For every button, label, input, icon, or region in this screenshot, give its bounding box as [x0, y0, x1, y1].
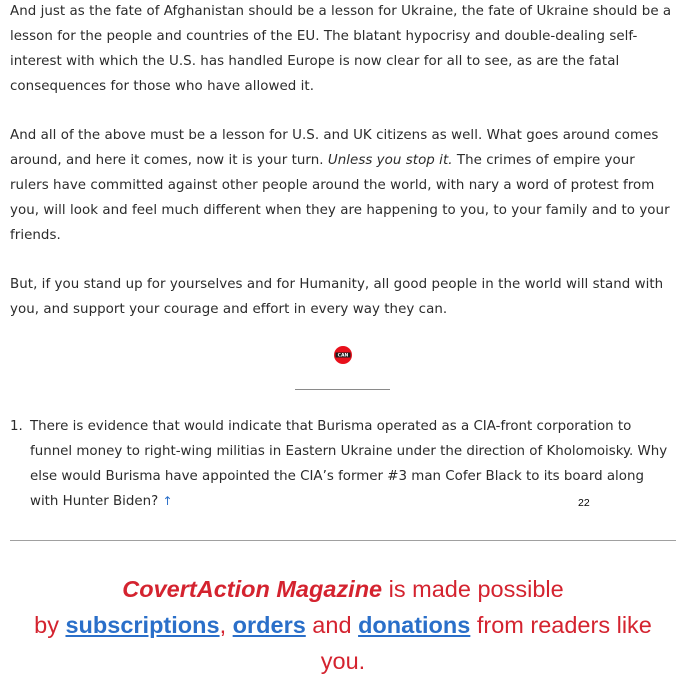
footnote-backref-arrow-icon[interactable]: ↑	[162, 494, 173, 508]
can-logo-icon	[334, 346, 352, 364]
subscriptions-link[interactable]: subscriptions	[65, 612, 220, 638]
paragraph-afghanistan-lesson: And just as the fate of Afghanistan should be a lesson for Ukraine, the fate of Ukraine should be a lesson for the people and countries of the EU. The blatant hypocrisy and double-dealing self- interest with which the U.S. has handled Europe is now clear for all to see, as are the fatal consequences for those who have allowed it.	[10, 4, 672, 94]
emphasis-text: Unless you stop it.	[327, 153, 453, 168]
footnote-number: 1.	[10, 419, 23, 434]
logo-text: CAN	[337, 353, 349, 359]
section-divider	[10, 540, 676, 541]
promo-text: by	[34, 612, 66, 638]
donations-link[interactable]: donations	[358, 612, 471, 638]
promo-text: and	[305, 612, 359, 638]
promo-text: ,	[219, 612, 233, 638]
orders-link[interactable]: orders	[232, 612, 306, 638]
magazine-name: CovertAction Magazine	[122, 576, 383, 602]
can-logo-graphic	[334, 346, 352, 364]
page-number: 22	[578, 497, 590, 509]
footnote-body: There is evidence that would indicate that Burisma operated as a CIA-front corporation to funnel money to right-wing militias in Eastern Ukraine under the direction of Kholomoisky. Why else would Burisma have appointed the CIA’s former #3 man Cofer Black to its board along with Hunter Biden?	[30, 419, 668, 509]
paragraph-us-uk-citizens	[10, 123, 672, 248]
paragraph-text: And all of the above must be a lesson for U.S. and UK citizens as well. What goes around comes around, and here it comes, now it is your turn.	[10, 128, 659, 168]
footnote-text	[30, 414, 670, 514]
promo-text: is made possible	[382, 576, 564, 602]
footnote-separator	[295, 389, 390, 390]
promo-text: from readers like you.	[320, 612, 652, 674]
paragraph-stand-up: But, if you stand up for yourselves and for Humanity, all good people in the world will stand with you, and support your courage and effort in every way they can.	[10, 277, 664, 317]
paragraph-text: The crimes of empire your rulers have committed against other people around the world, with nary a word of protest from you, will look and feel much different when they are happening to you, to your family and to your friends.	[10, 153, 670, 243]
support-promo	[10, 571, 676, 679]
